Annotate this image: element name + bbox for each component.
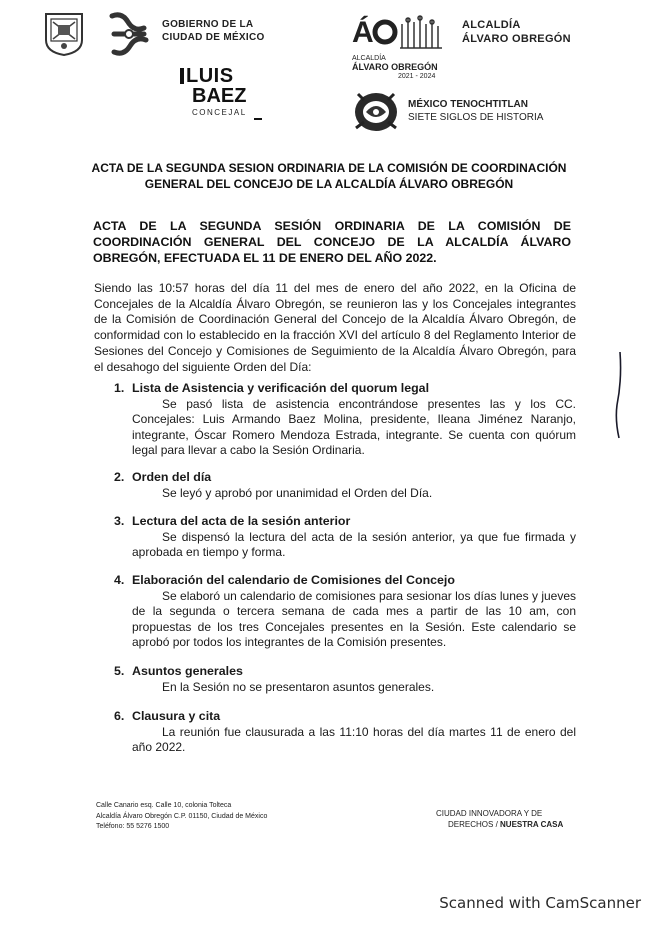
agenda-item-number: 2.	[114, 470, 125, 484]
address-line-1: Calle Canario esq. Calle 10, colonia Tolteca	[96, 802, 232, 809]
agenda-item-number: 5.	[114, 664, 125, 678]
agenda-item-body	[132, 486, 576, 502]
agenda-item-5	[114, 664, 576, 695]
address-phone: Teléfono: 55 5276 1500	[96, 823, 170, 830]
mexico-tenochtitlan-label	[408, 98, 543, 124]
cdmx-coat-of-arms-icon	[44, 12, 84, 56]
agenda-item-3	[114, 514, 576, 561]
agenda-item-text: En la Sesión no se presentaron asuntos generales.	[162, 679, 435, 694]
government-name	[162, 18, 265, 44]
document-title: ACTA DE LA SEGUNDA SESION ORDINARIA DE LA COMISIÓN DE COORDINACIÓN GENERAL DEL CONCEJO DE LA ALCALDÍA ÁLVARO OBREGÓN	[91, 161, 567, 191]
agenda-item-2	[114, 470, 576, 501]
luis-logo-line-3: CONCEJAL	[192, 108, 247, 117]
agenda-item-body	[132, 680, 576, 696]
agenda-item-title: Orden del día	[132, 470, 212, 484]
address-line-2: Alcaldía Álvaro Obregón C.P. 01150, Ciudad de México	[96, 812, 268, 820]
agenda-item-text: Se leyó y aprobó por unanimidad el Orden del Día.	[162, 485, 433, 500]
agenda-item-body	[132, 589, 576, 651]
agenda-item-number: 3.	[114, 514, 125, 528]
luis-baez-logo	[180, 66, 260, 117]
alcaldia-ao-subtitle	[352, 54, 438, 81]
scanner-watermark: Scanned with CamScanner	[439, 894, 641, 912]
agenda-item-number: 4.	[114, 573, 125, 587]
ao-bold-label: ÁLVARO OBREGÓN	[352, 62, 438, 72]
motto-line-2a: DERECHOS /	[448, 820, 501, 829]
gov-line-2: CIUDAD DE MÉXICO	[162, 32, 265, 43]
agenda-item-1	[114, 381, 576, 459]
agenda-item-text: Se dispensó la lectura del acta de la sesión anterior, ya que fue firmada y aprobada en tiempo y forma.	[132, 529, 576, 559]
luis-logo-line-1: LUIS	[186, 65, 234, 87]
tenochtitlan-glyph-icon	[352, 88, 400, 134]
agenda-item-body	[132, 530, 576, 561]
intro-paragraph: Siendo las 10:57 horas del día 11 del mes de enero del año 2022, en la Oficina de Concejales de la Alcaldía Álvaro Obregón, se reunieron las y los Concejales integrantes de la Comisión de Coordinación General del Concejo de la Alcaldía Álvaro Obregón, de conformidad con lo establecido en la fracción XVI del artículo 8 del Reglamento Interior de Sesiones del Concejo y Comisiones de Seguimiento de la Alcaldía Álvaro Obregón, para el desahogo del siguiente Orden del Día:	[94, 281, 576, 374]
svg-text:Á: Á	[352, 16, 374, 49]
agenda-item-title: Asuntos generales	[132, 664, 243, 678]
alcaldia-name	[462, 18, 571, 46]
agenda-item-title: Lista de Asistencia y verificación del quorum legal	[132, 381, 430, 395]
document-subtitle: ACTA DE LA SEGUNDA SESIÓN ORDINARIA DE LA COMISIÓN DE COORDINACIÓN GENERAL DEL CONCEJO DE LA ALCALDÍA ÁLVARO OBREGÓN, EFECTUADA EL 11 DE ENERO DEL AÑO 2022.	[93, 219, 571, 265]
motto-line-2b: NUESTRA CASA	[500, 820, 564, 829]
ao-small-label: ALCALDÍA	[352, 55, 386, 62]
agenda-item-6	[114, 709, 576, 756]
signature-mark-icon	[611, 350, 625, 440]
footer-address	[96, 801, 267, 833]
ao-years-label: 2021 - 2024	[398, 73, 436, 80]
agenda-item-body	[132, 397, 576, 459]
agenda-item-number: 1.	[114, 381, 125, 395]
mex-line-1: MÉXICO TENOCHTITLAN	[408, 99, 528, 110]
cdmx-logo-icon	[104, 8, 154, 60]
agenda-item-text: Se elaboró un calendario de comisiones para sesionar los días lunes y jueves de la segunda o tercera semana de cada mes a partir de las 10 am, con propuestas de los tres Concejales presentes en la Sesión. Este calendario se aprobó por todos los integrantes de la Comisión presentes.	[132, 588, 576, 649]
footer-motto	[436, 808, 563, 830]
motto-line-1: CIUDAD INNOVADORA Y DE	[436, 809, 543, 818]
luis-logo-line-2: BAEZ	[192, 85, 247, 107]
gov-line-1: GOBIERNO DE LA	[162, 19, 254, 30]
alcaldia-line-1: ALCALDÍA	[462, 19, 521, 31]
agenda-item-title: Clausura y cita	[132, 709, 221, 723]
agenda-item-title: Elaboración del calendario de Comisiones del Concejo	[132, 573, 455, 587]
agenda-item-body	[132, 725, 576, 756]
agenda-item-title: Lectura del acta de la sesión anterior	[132, 514, 351, 528]
mex-line-2: SIETE SIGLOS DE HISTORIA	[408, 112, 544, 123]
alcaldia-line-2: ÁLVARO OBREGÓN	[462, 33, 571, 45]
agenda-item-text: La reunión fue clausurada a las 11:10 horas del día martes 11 de enero del año 2022.	[132, 724, 576, 754]
agenda-item-4	[114, 573, 576, 651]
agenda-item-number: 6.	[114, 709, 125, 723]
agenda-item-text: Se pasó lista de asistencia encontrándose presentes las y los CC. Concejales: Luis Armando Baez Molina, presidente, Ileana Jiménez Naranjo, integrante, Óscar Romero Mendoza Estrada, integrante. Se cuenta con quórum legal para llevar a cabo la Sesión Ordinaria.	[132, 396, 576, 457]
